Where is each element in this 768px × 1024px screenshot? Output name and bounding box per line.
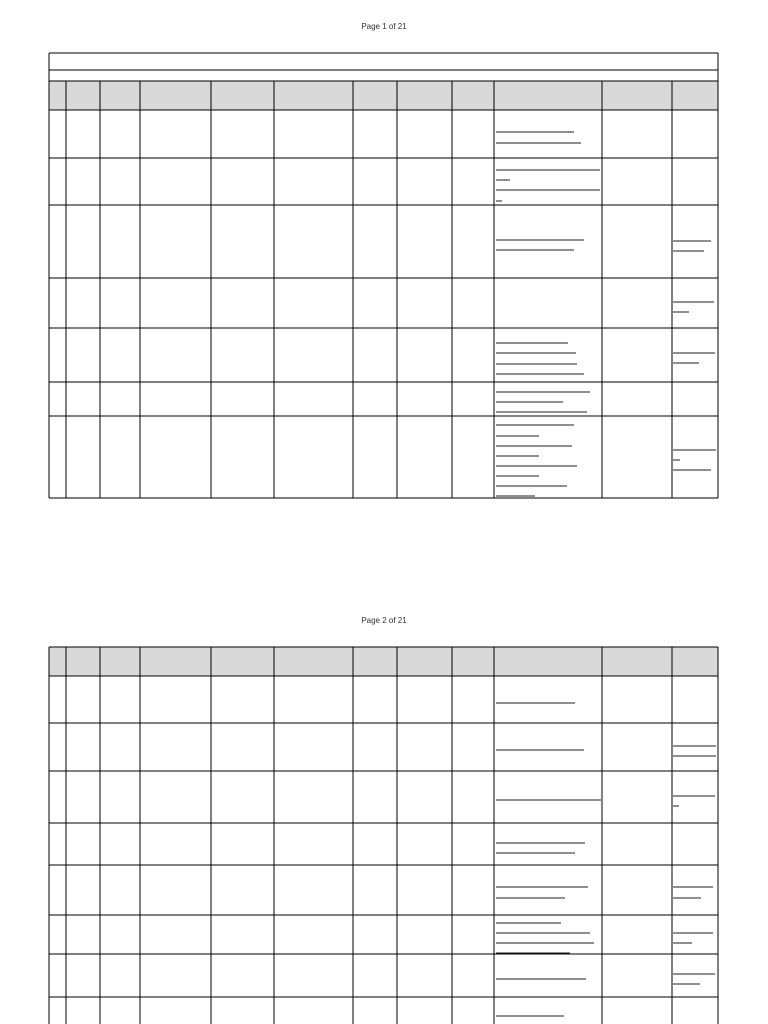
page2-header-row — [49, 647, 718, 676]
page1-header-row — [49, 81, 718, 110]
page-number-label-2: Page 2 of 21 — [361, 616, 407, 625]
page-number-label-1: Page 1 of 21 — [361, 22, 407, 31]
